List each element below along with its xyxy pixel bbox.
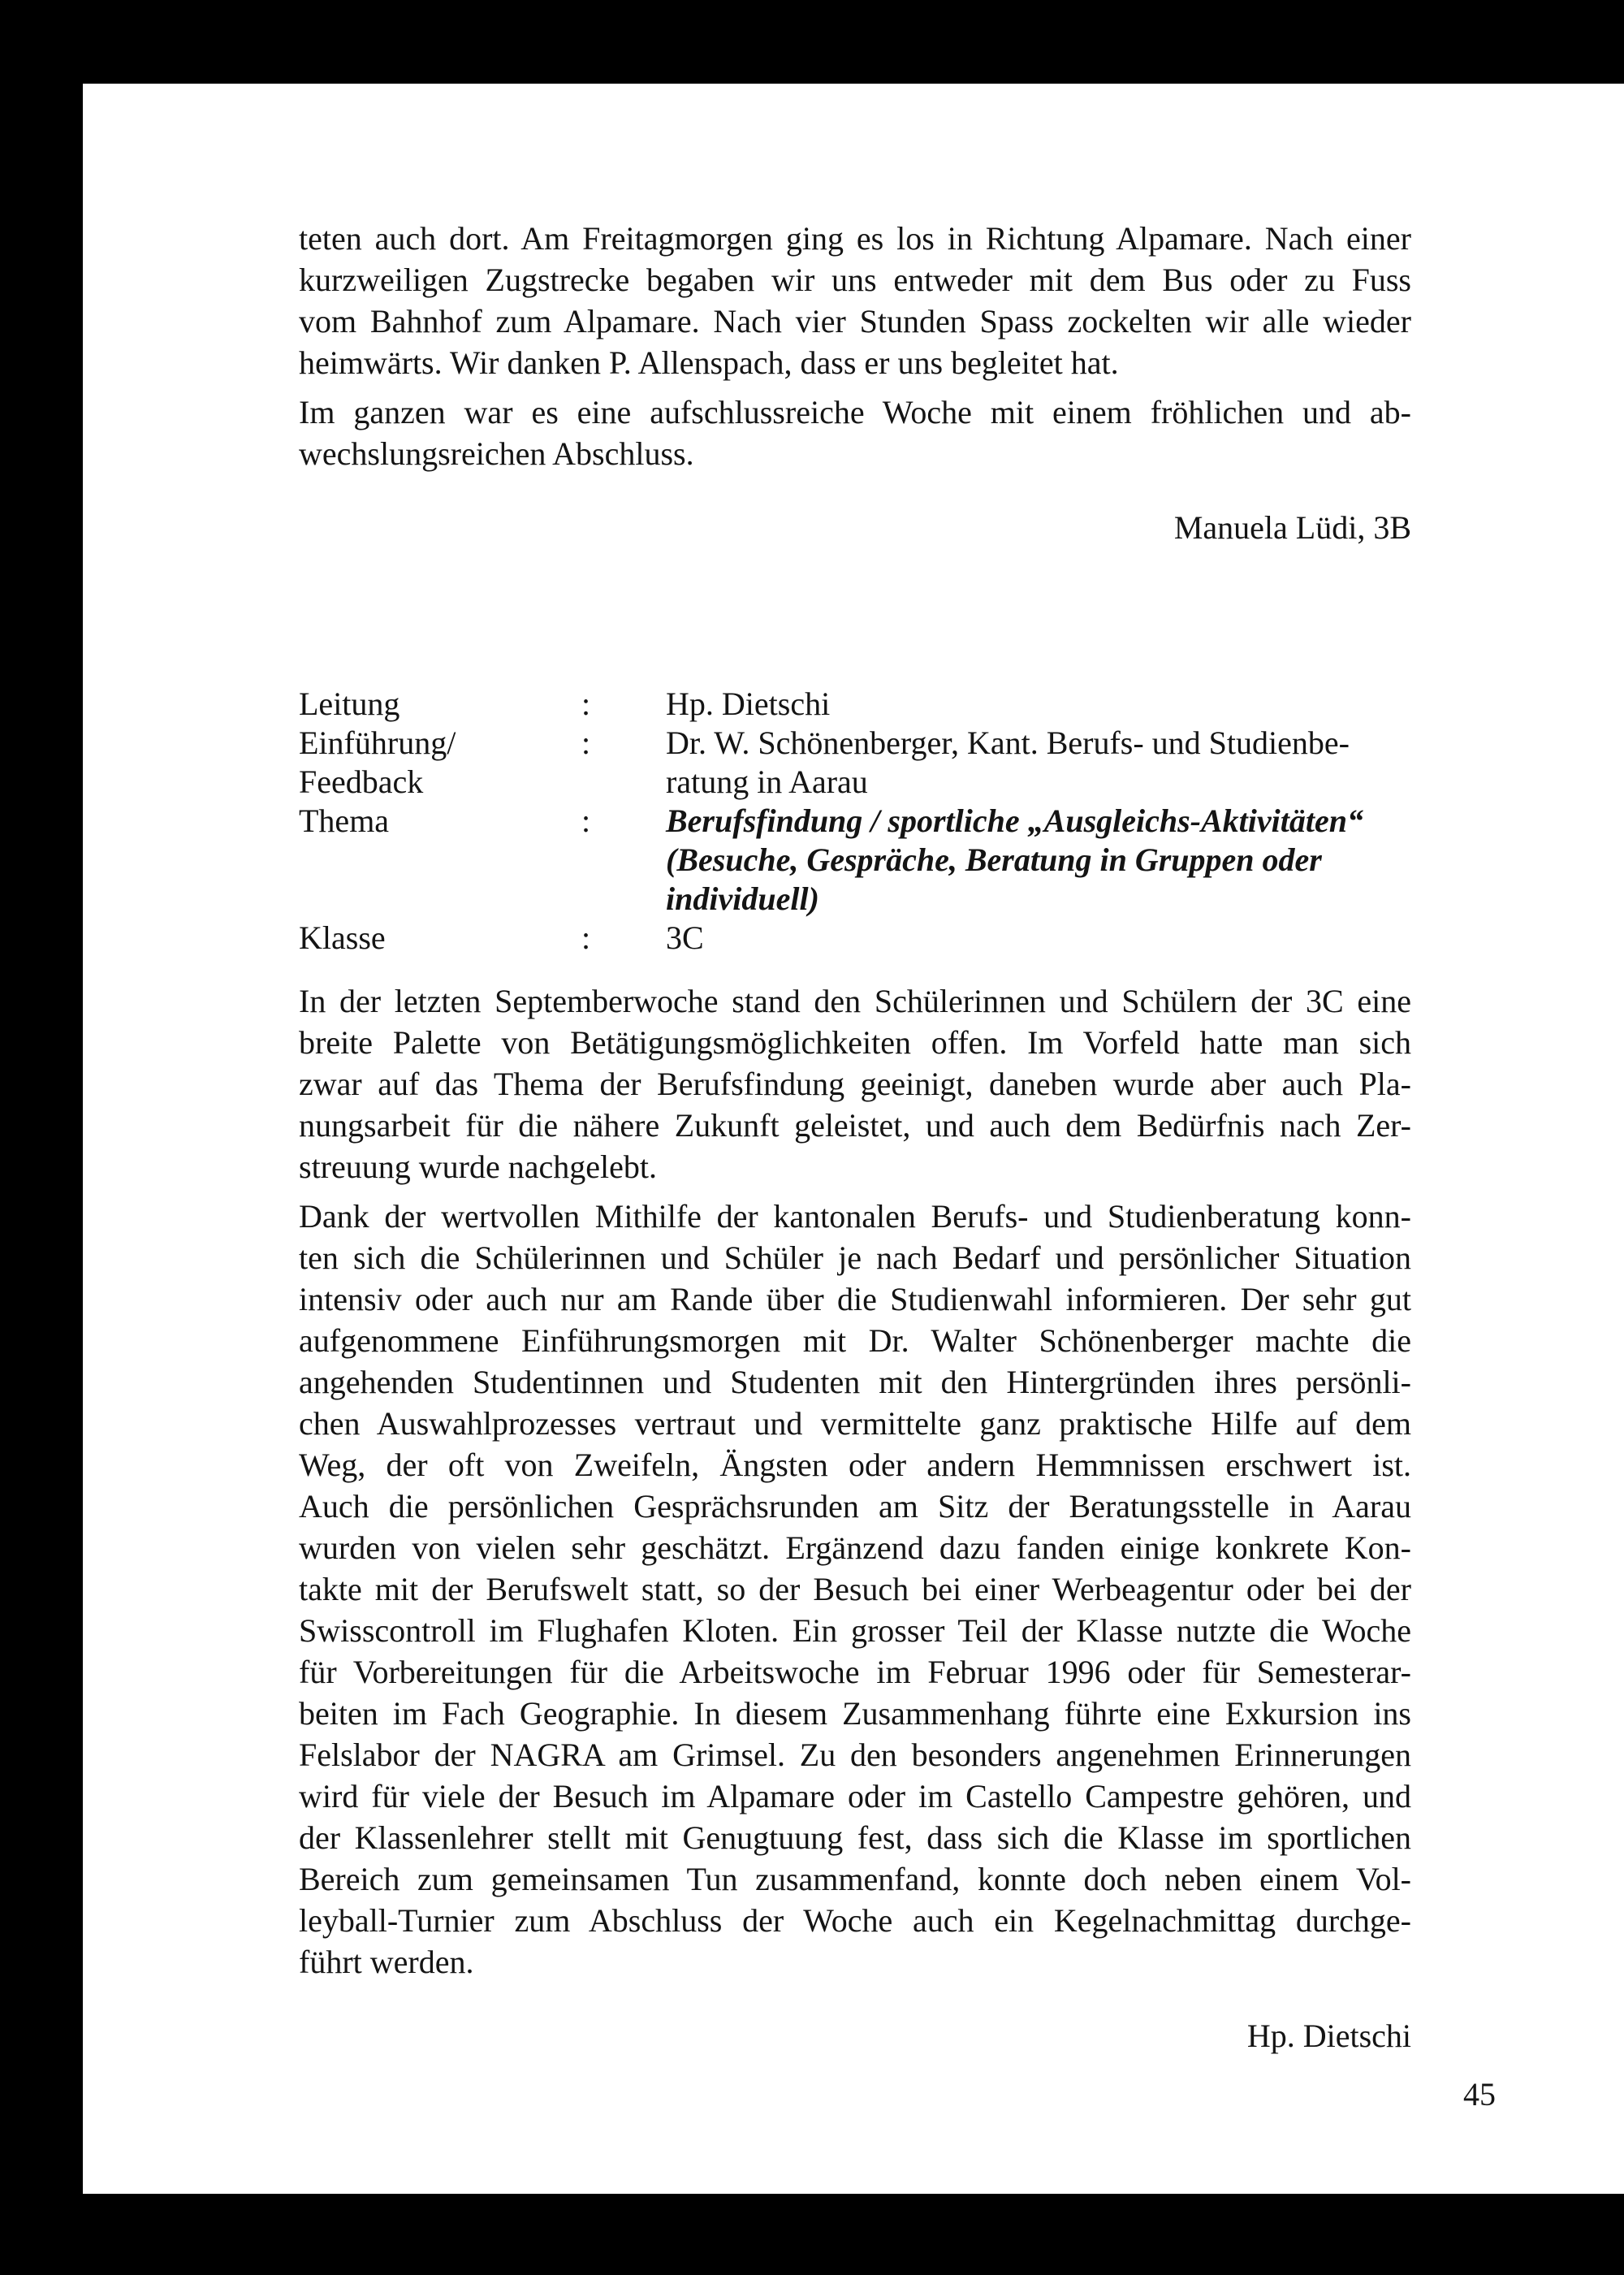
info-value-thema-line-3: individuell) <box>666 880 819 917</box>
text-line: Dank der wertvollen Mithilfe der kantonalen Berufs- und Studienberatung konn- <box>299 1198 1411 1235</box>
text-line: der Klassenlehrer stellt mit Genugtuung fest, dass sich die Klasse im sportlichen <box>299 1819 1411 1856</box>
text-line: Weg, der oft von Zweifeln, Ängsten oder andern Hemmnissen erschwert ist. <box>299 1447 1411 1483</box>
text-line: Felslabor der NAGRA am Grimsel. Zu den besonders angenehmen Erinnerungen <box>299 1737 1411 1773</box>
text-line: kurzweiligen Zugstrecke begaben wir uns entweder mit dem Bus oder zu Fuss <box>299 262 1411 298</box>
page-number: 45 <box>1463 2076 1496 2113</box>
info-row-thema <box>299 802 1411 919</box>
text-line: leyball-Turnier zum Abschluss der Woche auch ein Kegelnachmittag durchge- <box>299 1902 1411 1939</box>
text-line: wird für viele der Besuch im Alpamare oder im Castello Campestre gehören, und <box>299 1778 1411 1814</box>
info-label-einfuehrung-line-2: Feedback <box>299 763 424 800</box>
info-separator: : <box>581 919 591 956</box>
article1-paragraph-1 <box>299 218 1411 383</box>
text-line: nungsarbeit für die nähere Zukunft geleistet, und auch dem Bedürfnis nach Zer- <box>299 1107 1411 1144</box>
info-label-thema: Thema <box>299 802 390 839</box>
article1-signature: Manuela Lüdi, 3B <box>1173 509 1411 546</box>
info-row-klasse <box>299 919 1411 958</box>
text-line: wechslungsreichen Abschluss. <box>299 435 694 472</box>
text-line: zwar auf das Thema der Berufsfindung geeinigt, daneben wurde aber auch Pla- <box>299 1066 1411 1102</box>
info-value-thema <box>666 802 1411 919</box>
text-line: Bereich zum gemeinsamen Tun zusammenfand, konnte doch neben einem Vol- <box>299 1861 1411 1897</box>
text-line: ten sich die Schülerinnen und Schüler je nach Bedarf und persönlicher Situation <box>299 1239 1411 1276</box>
text-line: angehenden Studentinnen und Studenten mit den Hintergründen ihres persönli- <box>299 1364 1411 1400</box>
article1-paragraph-2 <box>299 391 1411 474</box>
text-line: intensiv oder auch nur am Rande über die Studienwahl informieren. Der sehr gut <box>299 1281 1411 1317</box>
info-separator: : <box>581 686 591 722</box>
text-line: Auch die persönlichen Gesprächsrunden am Sitz der Beratungsstelle in Aarau <box>299 1488 1411 1525</box>
info-value-leitung: Hp. Dietschi <box>666 686 831 722</box>
info-value-thema-line-1: Berufsfindung / sportliche „Ausgleichs-Aktivitäten“ <box>666 802 1364 839</box>
text-line: führt werden. <box>299 1944 474 1980</box>
info-label-einfuehrung <box>299 724 581 802</box>
info-value-thema-line-2: (Besuche, Gespräche, Beratung in Gruppen oder <box>666 841 1322 878</box>
info-separator: : <box>581 724 591 761</box>
text-line: vom Bahnhof zum Alpamare. Nach vier Stunden Spass zockelten wir alle wieder <box>299 303 1411 340</box>
document-page <box>83 84 1624 2194</box>
text-line: aufgenommene Einführungsmorgen mit Dr. Walter Schönenberger machte die <box>299 1322 1411 1359</box>
page-content <box>299 218 1411 2057</box>
article2-paragraph-1 <box>299 980 1411 1187</box>
article2-signature: Hp. Dietschi <box>1246 2018 1411 2054</box>
text-line: teten auch dort. Am Freitagmorgen ging es los in Richtung Alpamare. Nach einer <box>299 220 1411 257</box>
info-row-leitung <box>299 685 1411 724</box>
text-line: Im ganzen war es eine aufschlussreiche Woche mit einem fröhlichen und ab- <box>299 394 1411 430</box>
info-value-klasse: 3C <box>666 919 704 956</box>
text-line: breite Palette von Betätigungsmöglichkeiten offen. Im Vorfeld hatte man sich <box>299 1024 1411 1061</box>
text-line: heimwärts. Wir danken P. Allenspach, dass er uns begleitet hat. <box>299 344 1119 381</box>
text-line: für Vorbereitungen für die Arbeitswoche im Februar 1996 oder für Semesterar- <box>299 1654 1411 1690</box>
info-separator: : <box>581 802 591 839</box>
info-row-einfuehrung <box>299 724 1411 802</box>
text-line: wurden von vielen sehr geschätzt. Ergänzend dazu fanden einige konkrete Kon- <box>299 1529 1411 1566</box>
info-label-einfuehrung-line-1: Einführung/ <box>299 724 456 761</box>
text-line: takte mit der Berufswelt statt, so der Besuch bei einer Werbeagentur oder bei der <box>299 1571 1411 1607</box>
text-line: beiten im Fach Geographie. In diesem Zusammenhang führte eine Exkursion ins <box>299 1695 1411 1732</box>
article2-paragraph-2 <box>299 1196 1411 1983</box>
info-label-leitung: Leitung <box>299 686 400 722</box>
text-line: In der letzten Septemberwoche stand den Schülerinnen und Schülern der 3C eine <box>299 983 1411 1019</box>
info-value-einfuehrung <box>666 724 1411 802</box>
text-line: chen Auswahlprozesses vertraut und vermittelte ganz praktische Hilfe auf dem <box>299 1405 1411 1442</box>
text-line: streuung wurde nachgelebt. <box>299 1148 657 1185</box>
info-value-einfuehrung-line-2: ratung in Aarau <box>666 763 868 800</box>
info-block <box>299 685 1411 958</box>
text-line: Swisscontroll im Flughafen Kloten. Ein grosser Teil der Klasse nutzte die Woche <box>299 1612 1411 1649</box>
info-value-einfuehrung-line-1: Dr. W. Schönenberger, Kant. Berufs- und Studienbe- <box>666 724 1350 761</box>
info-label-klasse: Klasse <box>299 919 386 956</box>
